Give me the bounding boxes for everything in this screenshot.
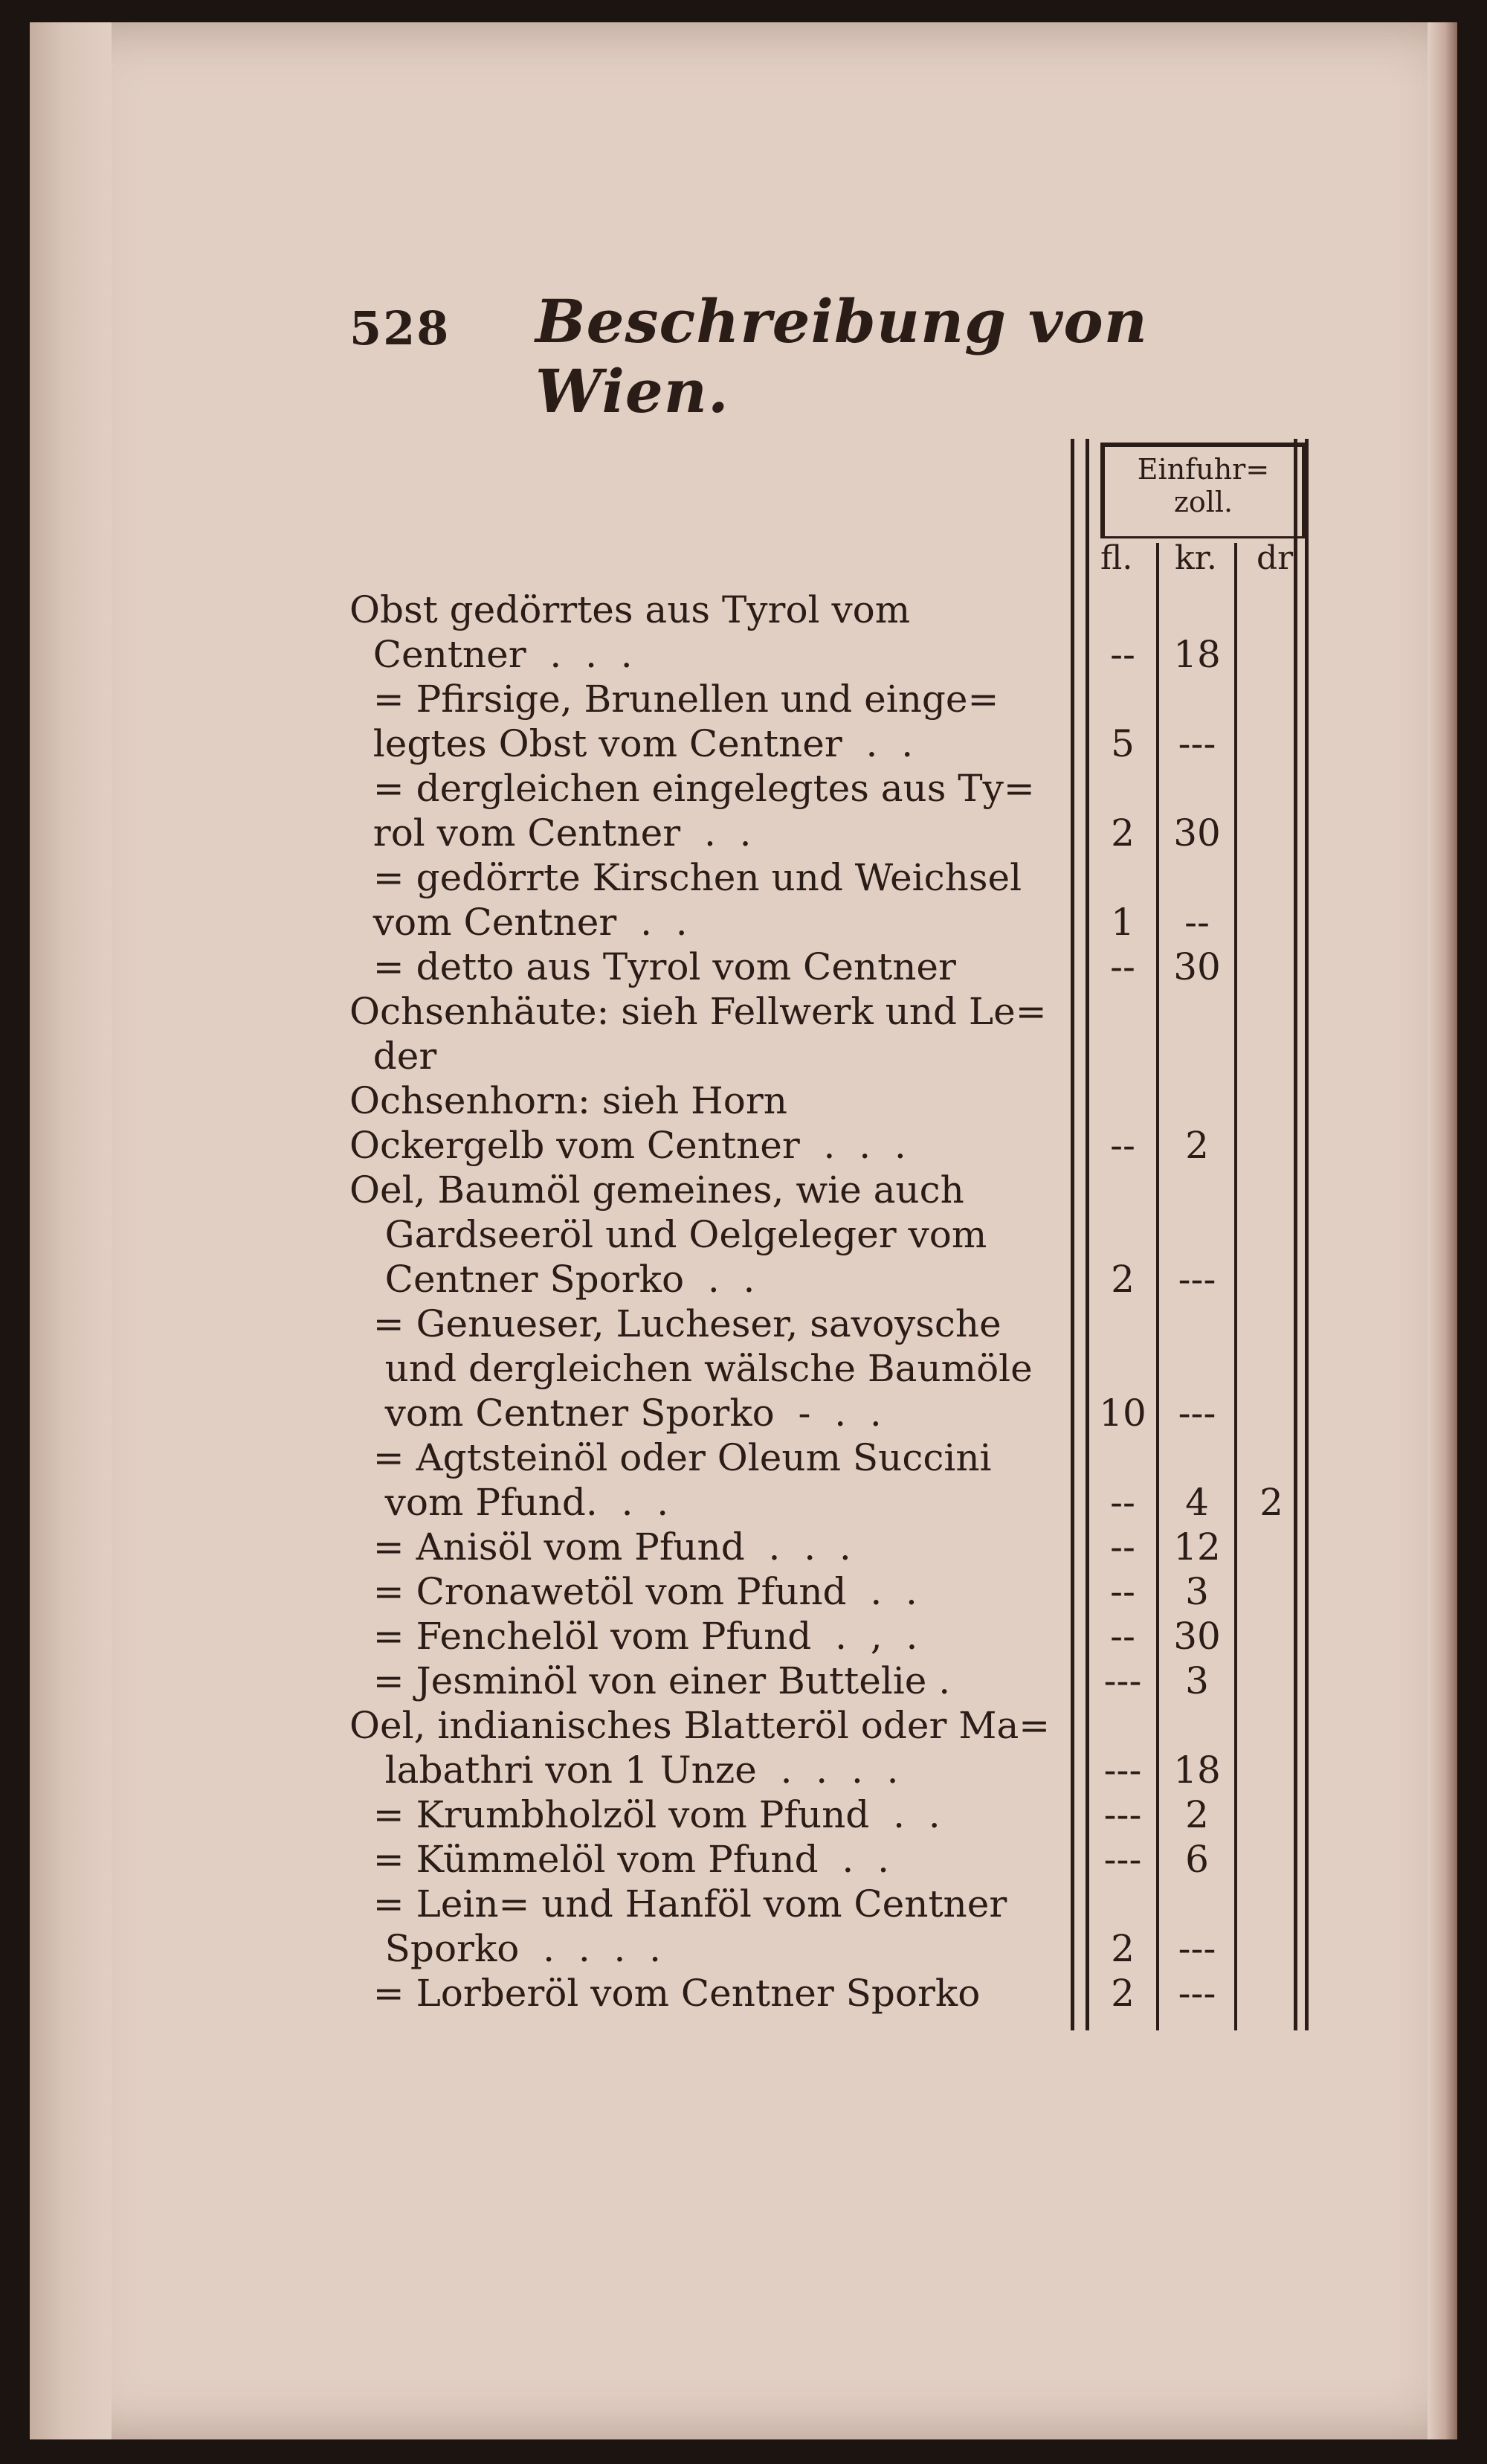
entry-line: = Kümmelöl vom Pfund . . xyxy=(349,1838,890,1881)
running-title: Beschreibung von Wien. xyxy=(535,286,1148,426)
entry-kr: --- xyxy=(1178,1972,1216,2015)
entry-kr: -- xyxy=(1184,901,1210,944)
entry-description xyxy=(349,1792,1078,1837)
entry-line: labathri von 1 Unze . . . . xyxy=(349,1749,899,1792)
entry-line: rol vom Centner . . xyxy=(349,811,752,855)
table-row xyxy=(349,1614,1442,1659)
unit-header-dr: dr xyxy=(1257,539,1294,577)
table-row xyxy=(349,1792,1442,1837)
entry-description xyxy=(349,1882,1078,1971)
entry-kr: 2 xyxy=(1185,1124,1209,1167)
entry-kr: 18 xyxy=(1173,633,1221,676)
entry-line: Centner . . . xyxy=(349,633,633,676)
entry-description xyxy=(349,677,1078,766)
entry-kr: --- xyxy=(1178,1927,1216,1970)
entry-line: = Agtsteinöl oder Oleum Succini xyxy=(349,1436,992,1479)
entry-kr: --- xyxy=(1178,1392,1216,1435)
entry-description xyxy=(349,989,1078,1078)
table-row xyxy=(349,1302,1442,1435)
entry-fl: 2 xyxy=(1111,1927,1135,1970)
entry-kr: 30 xyxy=(1173,811,1221,855)
table-row xyxy=(349,1123,1442,1168)
entry-fl: 5 xyxy=(1111,722,1135,765)
entry-fl: --- xyxy=(1103,1793,1142,1836)
unit-headers xyxy=(1093,539,1301,584)
entry-line: Oel, indianisches Blatteröl oder Ma= xyxy=(349,1704,1051,1747)
page-number: 528 xyxy=(349,301,451,356)
entry-description xyxy=(349,1302,1078,1435)
table-row xyxy=(349,1569,1442,1614)
entry-kr: 30 xyxy=(1173,945,1221,988)
table-row xyxy=(349,766,1442,855)
entry-fl: -- xyxy=(1110,1481,1135,1524)
entry-fl: 2 xyxy=(1111,1258,1135,1301)
table-row xyxy=(349,1168,1442,1302)
entry-line: Sporko . . . . xyxy=(349,1927,662,1970)
entry-line: Oel, Baumöl gemeines, wie auch xyxy=(349,1168,964,1212)
entry-fl: --- xyxy=(1103,1838,1142,1881)
unit-header-kr: kr. xyxy=(1175,539,1217,577)
page-header xyxy=(349,286,1242,426)
table-row xyxy=(349,1078,1442,1123)
column-group-label-line2: zoll. xyxy=(1173,486,1233,518)
entry-description xyxy=(349,1525,1078,1569)
entry-kr: --- xyxy=(1178,1258,1216,1301)
entry-kr: 4 xyxy=(1185,1481,1209,1524)
entry-description xyxy=(349,588,1078,677)
entry-fl: -- xyxy=(1110,1615,1135,1658)
entry-line: Ochsenhäute: sieh Fellwerk und Le= xyxy=(349,990,1047,1033)
entry-line: = gedörrte Kirschen und Weichsel xyxy=(349,856,1022,899)
entry-line: Obst gedörrtes aus Tyrol vom xyxy=(349,588,911,631)
entry-description xyxy=(349,1659,1078,1703)
entry-fl: --- xyxy=(1103,1659,1142,1702)
entry-description xyxy=(349,1078,1078,1123)
entry-description xyxy=(349,1435,1078,1525)
entry-line: = Genueser, Lucheser, savoysche xyxy=(349,1302,1001,1345)
entry-line: = detto aus Tyrol vom Centner xyxy=(349,945,956,988)
entry-line: = Lein= und Hanföl vom Centner xyxy=(349,1882,1007,1926)
entry-line: Ochsenhorn: sieh Horn xyxy=(349,1079,787,1122)
entry-fl: --- xyxy=(1103,1749,1142,1792)
entry-line: = Jesminöl von einer Buttelie . xyxy=(349,1659,951,1702)
entry-line: Centner Sporko . . xyxy=(349,1258,755,1301)
table-row xyxy=(349,588,1442,677)
entry-line: der xyxy=(349,1035,437,1078)
entry-line: = Fenchelöl vom Pfund . , . xyxy=(349,1615,918,1658)
entry-line: Gardseeröl und Oelgeleger vom xyxy=(349,1213,987,1256)
entry-fl: -- xyxy=(1110,1570,1135,1613)
entry-line: vom Centner Sporko - . . xyxy=(349,1392,882,1435)
entry-fl: 10 xyxy=(1099,1392,1146,1435)
entry-fl: 2 xyxy=(1111,811,1135,855)
entry-description xyxy=(349,1837,1078,1882)
entry-dr: 2 xyxy=(1259,1481,1283,1524)
entry-description xyxy=(349,1614,1078,1659)
table-row xyxy=(349,677,1442,766)
entry-fl: 1 xyxy=(1111,901,1135,944)
entry-line: vom Centner . . xyxy=(349,901,688,944)
table-row xyxy=(349,989,1442,1078)
entry-line: = Cronawetöl vom Pfund . . xyxy=(349,1570,917,1613)
table-row xyxy=(349,1837,1442,1882)
entry-description xyxy=(349,1703,1078,1792)
entry-line: legtes Obst vom Centner . . xyxy=(349,722,914,765)
entry-line: = Krumbholzöl vom Pfund . . xyxy=(349,1793,941,1836)
entry-line: vom Pfund. . . xyxy=(349,1481,669,1524)
entry-line: = Pfirsige, Brunellen und einge= xyxy=(349,678,999,721)
entry-line: = Anisöl vom Pfund . . . xyxy=(349,1525,851,1569)
entry-kr: 6 xyxy=(1185,1838,1209,1881)
entry-description xyxy=(349,1569,1078,1614)
table-row xyxy=(349,1703,1442,1792)
entry-kr: 18 xyxy=(1173,1749,1221,1792)
table-row xyxy=(349,1971,1442,2016)
unit-header-fl: fl. xyxy=(1100,539,1133,577)
entry-line: und dergleichen wälsche Baumöle xyxy=(349,1347,1033,1390)
table-row xyxy=(349,855,1442,945)
entry-line: = Lorberöl vom Centner Sporko xyxy=(349,1972,981,2015)
entry-fl: -- xyxy=(1110,1124,1135,1167)
entry-description xyxy=(349,1123,1078,1168)
entry-description xyxy=(349,1971,1078,2016)
table-row xyxy=(349,1435,1442,1525)
entry-fl: 2 xyxy=(1111,1972,1135,2015)
entry-kr: 3 xyxy=(1185,1659,1209,1702)
entry-fl: -- xyxy=(1110,945,1135,988)
entry-description xyxy=(349,855,1078,945)
entry-kr: 3 xyxy=(1185,1570,1209,1613)
entry-kr: --- xyxy=(1178,722,1216,765)
column-group-label-line1: Einfuhr= xyxy=(1137,453,1270,486)
entry-kr: 30 xyxy=(1173,1615,1221,1658)
column-group-header xyxy=(1100,443,1306,538)
table-row xyxy=(349,1659,1442,1703)
entry-description xyxy=(349,1168,1078,1302)
entry-kr: 2 xyxy=(1185,1793,1209,1836)
entry-fl: -- xyxy=(1110,1525,1135,1569)
table-row xyxy=(349,1882,1442,1971)
entry-fl: -- xyxy=(1110,633,1135,676)
entry-description xyxy=(349,945,1078,989)
entry-description xyxy=(349,766,1078,855)
table-row xyxy=(349,1525,1442,1569)
entry-line: = dergleichen eingelegtes aus Ty= xyxy=(349,767,1035,810)
entry-kr: 12 xyxy=(1173,1525,1221,1569)
page-binding xyxy=(30,22,112,2439)
entry-line: Ockergelb vom Centner . . . xyxy=(349,1124,906,1167)
table-row xyxy=(349,945,1442,989)
